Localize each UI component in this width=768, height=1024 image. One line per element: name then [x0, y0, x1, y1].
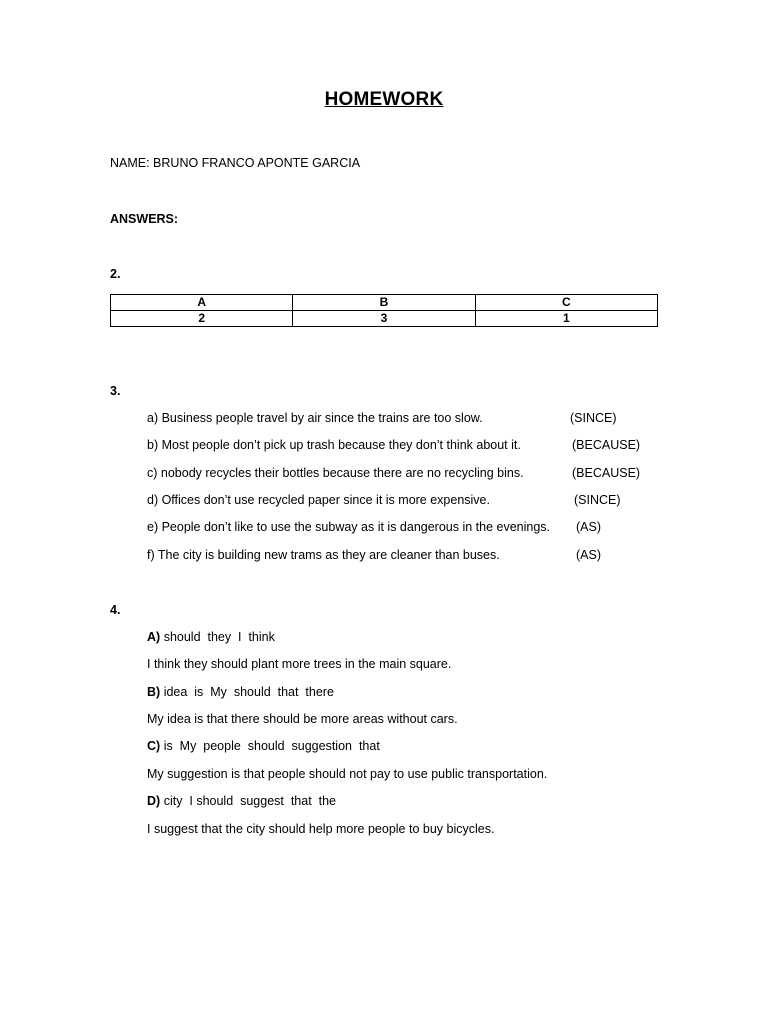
q3-sentence-d: d) Offices don’t use recycled paper since it is more expensive.: [147, 493, 490, 507]
q4-answer-a: I think they should plant more trees in the main square.: [147, 657, 452, 671]
q4-answer-d: I suggest that the city should help more people to buy bicycles.: [147, 822, 495, 836]
q4-prompt-c: [147, 739, 380, 753]
q4-letter: B): [147, 685, 161, 699]
q3-tag-c: (BECAUSE): [572, 466, 641, 480]
table-cell: 3: [293, 311, 475, 327]
table-cell: 1: [475, 311, 657, 327]
table-header-cell: B: [293, 295, 475, 311]
q4-letter: A): [147, 630, 161, 644]
question-2-table: [110, 294, 658, 327]
page-title: HOMEWORK: [324, 89, 444, 110]
student-name: NAME: BRUNO FRANCO APONTE GARCIA: [110, 156, 361, 170]
q3-sentence-e: e) People don’t like to use the subway as it is dangerous in the evenings.: [147, 520, 551, 534]
question-3-number: 3.: [110, 384, 121, 398]
q3-sentence-f: f) The city is building new trams as they are cleaner than buses.: [147, 548, 500, 562]
q4-answer-b: My idea is that there should be more areas without cars.: [147, 712, 458, 726]
q4-prompt-a: [147, 630, 275, 644]
q4-answer-c: My suggestion is that people should not pay to use public transportation.: [147, 767, 548, 781]
table-cell: 2: [111, 311, 293, 327]
question-2-number: 2.: [110, 267, 121, 281]
q3-tag-f: (AS): [576, 548, 601, 562]
q3-tag-e: (AS): [576, 520, 601, 534]
q4-letter: C): [147, 739, 161, 753]
q4-prompt-b: [147, 685, 334, 699]
q4-scrambled-words: should they I think: [163, 630, 275, 644]
q3-tag-a: (SINCE): [570, 411, 617, 425]
q4-scrambled-words: city I should suggest that the: [163, 794, 337, 808]
table-header-cell: A: [111, 295, 293, 311]
answers-label: ANSWERS:: [110, 212, 179, 226]
q3-sentence-a: a) Business people travel by air since the trains are too slow.: [147, 411, 483, 425]
q3-sentence-c: c) nobody recycles their bottles because there are no recycling bins.: [147, 466, 524, 480]
table-header-cell: C: [475, 295, 657, 311]
q4-prompt-d: [147, 794, 336, 808]
table-header-row: [111, 295, 658, 311]
q4-scrambled-words: is My people should suggestion that: [163, 739, 380, 753]
q3-tag-b: (BECAUSE): [572, 438, 641, 452]
question-4-number: 4.: [110, 603, 121, 617]
q4-scrambled-words: idea is My should that there: [163, 685, 334, 699]
q3-tag-d: (SINCE): [574, 493, 621, 507]
q3-sentence-b: b) Most people don’t pick up trash because they don’t think about it.: [147, 438, 521, 452]
table-row: [111, 311, 658, 327]
q4-letter: D): [147, 794, 161, 808]
